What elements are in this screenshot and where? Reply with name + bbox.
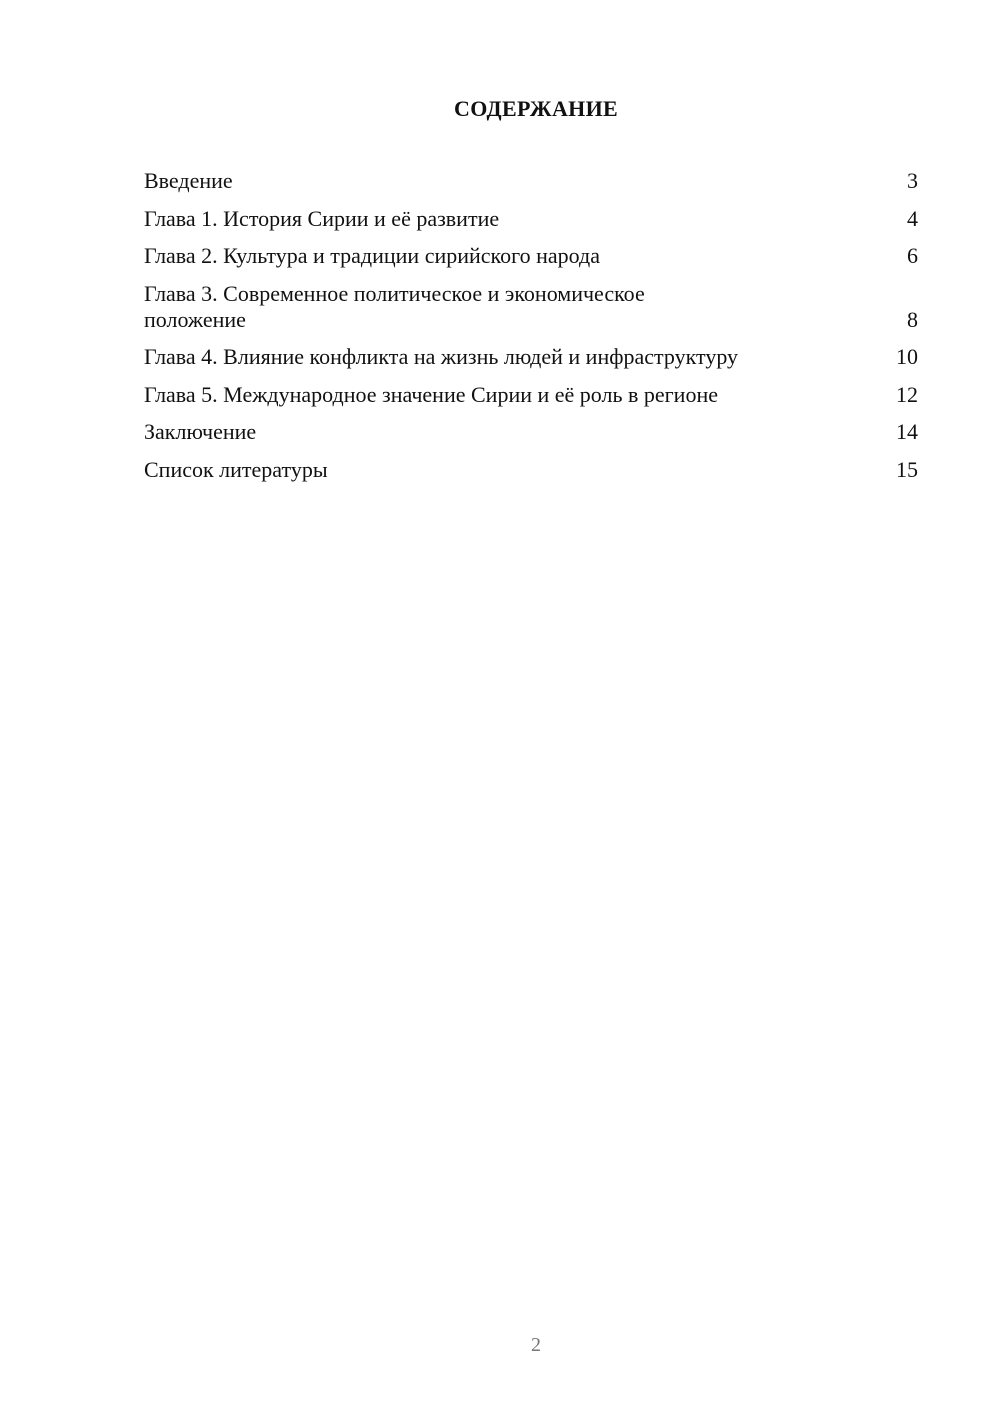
toc-entry [144, 243, 918, 269]
toc-entry [144, 344, 918, 370]
toc-entry-label: Глава 5. Международное значение Сирии и её роль в регионе [144, 381, 718, 407]
toc-entry-label: Глава 4. Влияние конфликта на жизнь людей и инфраструктуру [144, 344, 739, 369]
toc-entry-label: Глава 3. Современное политическое и экономическое положение [144, 280, 645, 332]
toc-entry-label: Глава 1. История Сирии и её развитие [144, 205, 500, 231]
toc-entry-page: 14 [896, 419, 918, 444]
toc-entry-page: 8 [907, 306, 918, 332]
toc-entry [144, 168, 918, 194]
page-title: СОДЕРЖАНИЕ [454, 96, 618, 121]
toc-entry [144, 419, 918, 445]
toc-entry-page: 12 [896, 381, 918, 407]
toc-entry-page: 4 [907, 205, 918, 231]
toc-entry-label: Заключение [144, 419, 257, 444]
toc-entry-page: 10 [896, 344, 918, 369]
toc-entry-page: 6 [907, 243, 918, 268]
table-of-contents [144, 168, 918, 494]
toc-entry-label: Введение [144, 168, 233, 193]
toc-entry-page: 15 [896, 456, 918, 482]
toc-entry-label: Список литературы [144, 456, 328, 482]
toc-entry [144, 206, 918, 232]
toc-entry [144, 457, 918, 483]
toc-entry-page: 3 [907, 168, 918, 193]
toc-entry-label: Глава 2. Культура и традиции сирийского народа [144, 243, 600, 268]
toc-entry [144, 382, 918, 408]
page-number: 2 [531, 1334, 541, 1356]
toc-entry [144, 281, 918, 333]
